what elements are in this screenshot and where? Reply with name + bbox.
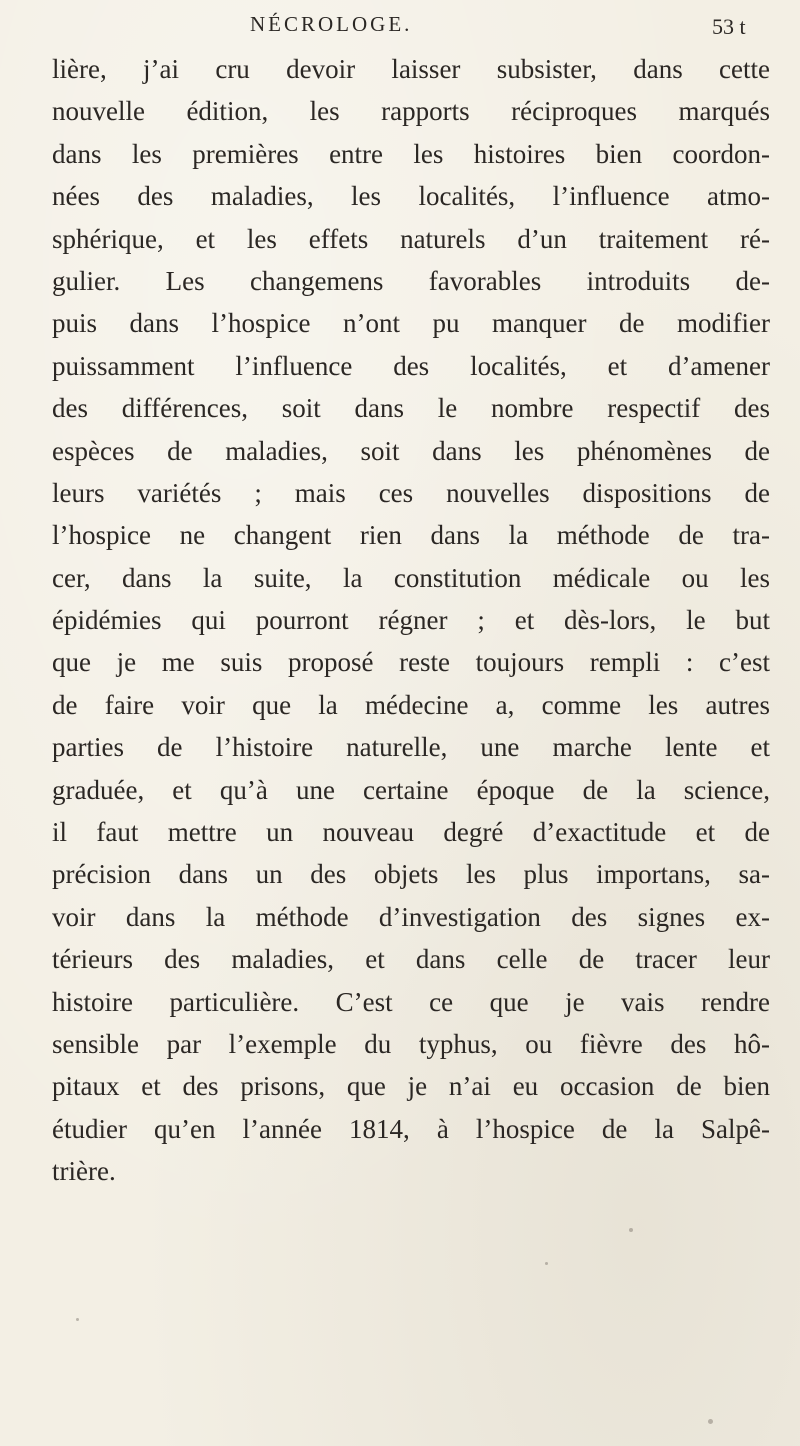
text-line: précision dans un des objets les plus importans, sa- bbox=[52, 859, 770, 890]
text-line: puissamment l’influence des localités, et d’amener bbox=[52, 350, 770, 381]
text-line: nouvelle édition, les rapports réciproques marqués bbox=[52, 96, 770, 127]
text-line: sensible par l’exemple du typhus, ou fièvre des hô- bbox=[52, 1028, 770, 1059]
paper-speck bbox=[629, 1228, 633, 1232]
text-line: pitaux et des prisons, que je n’ai eu occasion de bien bbox=[52, 1071, 770, 1102]
text-line: que je me suis proposé reste toujours rempli : c’est bbox=[52, 647, 770, 678]
text-line: leurs variétés ; mais ces nouvelles dispositions de bbox=[52, 477, 770, 508]
text-line: des différences, soit dans le nombre respectif des bbox=[52, 393, 770, 424]
text-line: nées des maladies, les localités, l’influence atmo- bbox=[52, 181, 770, 212]
text-line: il faut mettre un nouveau degré d’exactitude et de bbox=[52, 817, 770, 848]
running-head: NÉCROLOGE. bbox=[250, 12, 413, 36]
body-text bbox=[52, 48, 770, 1193]
text-line: lière, j’ai cru devoir laisser subsister, dans cette bbox=[52, 54, 770, 84]
text-line: espèces de maladies, soit dans les phénomènes de bbox=[52, 435, 770, 466]
text-line: cer, dans la suite, la constitution médicale ou les bbox=[52, 562, 770, 593]
text-line: sphérique, et les effets naturels d’un traitement ré- bbox=[52, 223, 770, 254]
text-line: trière. bbox=[52, 1156, 116, 1187]
text-line: l’hospice ne changent rien dans la méthode de tra- bbox=[52, 520, 770, 551]
text-line: de faire voir que la médecine a, comme les autres bbox=[52, 689, 770, 720]
text-line: puis dans l’hospice n’ont pu manquer de modifier bbox=[52, 308, 770, 339]
page-header bbox=[0, 10, 800, 46]
paper-speck bbox=[76, 1318, 79, 1321]
text-line: parties de l’histoire naturelle, une marche lente et bbox=[52, 732, 770, 763]
text-line: dans les premières entre les histoires bien coordon- bbox=[52, 138, 770, 169]
text-line: voir dans la méthode d’investigation des signes ex- bbox=[52, 901, 770, 932]
text-line: térieurs des maladies, et dans celle de tracer leur bbox=[52, 944, 770, 975]
paper-speck bbox=[545, 1262, 548, 1265]
paper-speck bbox=[708, 1419, 713, 1424]
text-line: gulier. Les changemens favorables introduits de- bbox=[52, 265, 770, 296]
text-line: étudier qu’en l’année 1814, à l’hospice de la Salpê- bbox=[52, 1113, 770, 1144]
page-number: 53 t bbox=[712, 14, 746, 39]
text-line: épidémies qui pourront régner ; et dès-lors, le but bbox=[52, 605, 770, 636]
text-line: histoire particulière. C’est ce que je vais rendre bbox=[52, 986, 770, 1017]
text-line: graduée, et qu’à une certaine époque de la science, bbox=[52, 774, 770, 805]
